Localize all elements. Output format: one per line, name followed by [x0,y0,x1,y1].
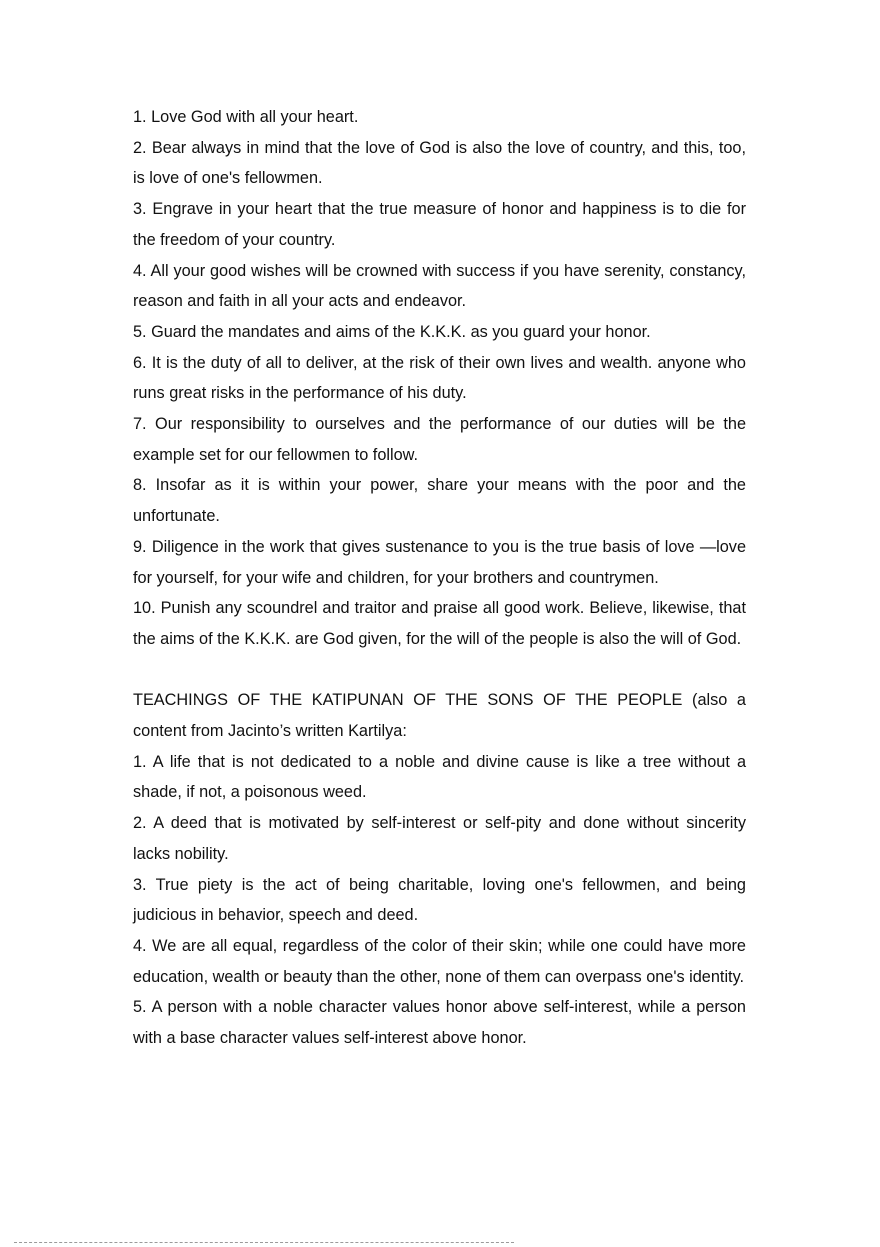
list-item: 1. Love God with all your heart. [133,108,359,126]
footer-divider [14,1242,514,1243]
list-item: 5. A person with a noble character values honor above self-interest, while a person with a base character values self-interest above honor. [133,998,746,1048]
list-item: 1. A life that is not dedicated to a noble and divine cause is like a tree without a shade, if not, a poisonous weed. [133,752,746,802]
list-item: 4. We are all equal, regardless of the color of their skin; while one could have more education, wealth or beauty than the other, none of them can overpass one's identity. [133,936,746,986]
document-page [133,102,746,1054]
section-spacer [133,655,746,686]
list-item: 2. A deed that is motivated by self-interest or self-pity and done without sincerity lacks nobility. [133,814,746,863]
list-item: 3. Engrave in your heart that the true measure of honor and happiness is to die for the freedom of your country. [133,200,746,249]
list-item: 8. Insofar as it is within your power, share your means with the poor and the unfortunate. [133,476,746,526]
list-item: 9. Diligence in the work that gives sustenance to you is the true basis of love —love for yourself, for your wife and children, for your brothers and countrymen. [133,537,746,587]
list-item: 4. All your good wishes will be crowned with success if you have serenity, constancy, reason and faith in all your acts and endeavor. [133,261,746,311]
list-item: 6. It is the duty of all to deliver, at the risk of their own lives and wealth. anyone who runs great risks in the performance of his duty. [133,353,746,403]
list-item: 2. Bear always in mind that the love of God is also the love of country, and this, too, is love of one's fellowmen. [133,138,746,188]
section-heading: TEACHINGS OF THE KATIPUNAN OF THE SONS OF THE PEOPLE (also a content from Jacinto’s written Kartilya: [133,691,746,741]
list-item: 3. True piety is the act of being charitable, loving one's fellowmen, and being judicious in behavior, speech and deed. [133,875,746,925]
list-item: 5. Guard the mandates and aims of the K.K.K. as you guard your honor. [133,322,651,341]
list-item: 10. Punish any scoundrel and traitor and praise all good work. Believe, likewise, that the aims of the K.K.K. are God given, for the will of the people is also the will of God. [133,599,746,648]
list-item: 7. Our responsibility to ourselves and the performance of our duties will be the example set for our fellowmen to follow. [133,415,746,464]
